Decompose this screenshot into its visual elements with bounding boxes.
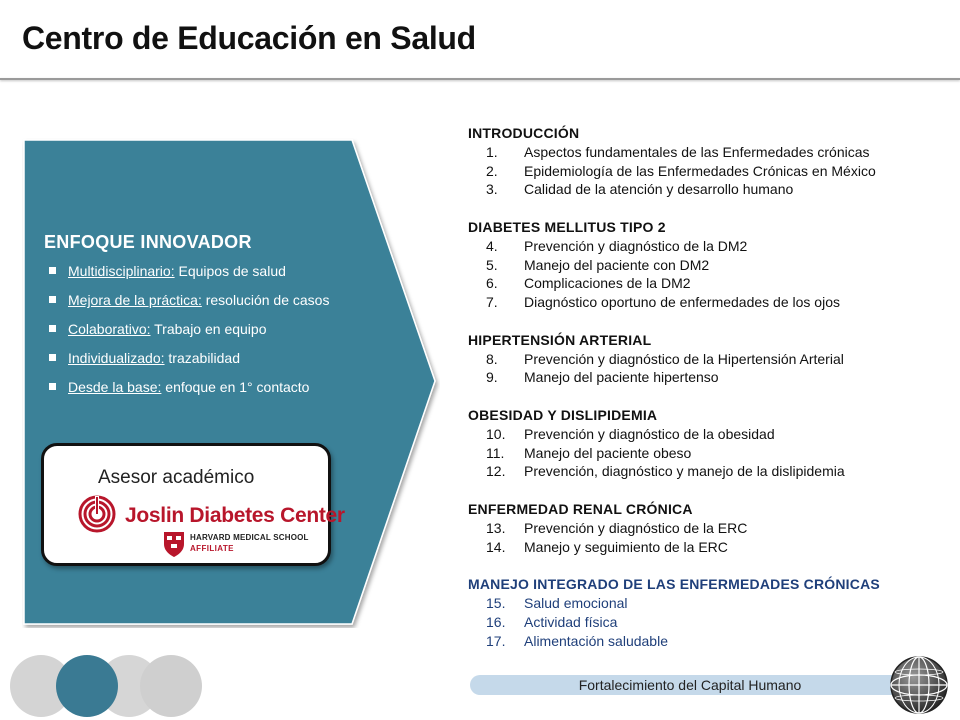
item-text: Diagnóstico oportuno de enfermedades de los ojos — [524, 294, 840, 311]
square-bullet-icon — [49, 325, 56, 332]
list-item — [468, 180, 960, 199]
joslin-logo — [77, 494, 345, 534]
item-text: Prevención y diagnóstico de la DM2 — [524, 237, 748, 254]
item-text: Epidemiología de las Enfermedades Crónicas en México — [524, 162, 876, 179]
item-number: 5. — [486, 256, 498, 273]
list-item — [468, 274, 960, 293]
enfoque-item — [44, 292, 404, 308]
enfoque-title: ENFOQUE INNOVADOR — [44, 232, 252, 252]
enfoque-item-label: Individualizado: — [68, 350, 165, 366]
enfoque-item-label: Colaborativo: — [68, 321, 151, 337]
list-item — [468, 444, 960, 463]
square-bullet-icon — [49, 296, 56, 303]
item-number: 6. — [486, 275, 498, 292]
list-item — [468, 293, 960, 312]
section-title: OBESIDAD Y DISLIPIDEMIA — [468, 406, 658, 423]
item-text: Salud emocional — [524, 594, 628, 611]
item-number: 1. — [486, 143, 498, 160]
decorative-circles — [0, 655, 230, 720]
item-number: 12. — [486, 463, 506, 480]
list-item — [468, 632, 960, 651]
item-number: 2. — [486, 162, 498, 179]
item-text: Manejo del paciente obeso — [524, 444, 692, 461]
list-item — [468, 519, 960, 538]
enfoque-item — [44, 263, 404, 279]
footer-text: Fortalecimiento del Capital Humano — [578, 677, 802, 693]
page-title: Centro de Educación en Salud — [22, 20, 476, 56]
item-text: Actividad física — [524, 613, 618, 630]
item-text: Manejo del paciente con DM2 — [524, 256, 710, 273]
list-item — [468, 368, 960, 387]
section-title: INTRODUCCIÓN — [468, 125, 580, 141]
enfoque-item-text: trazabilidad — [164, 350, 241, 366]
enfoque-item — [44, 350, 404, 366]
section-title-highlight: MANEJO INTEGRADO DE LAS ENFERMEDADES CRÓNICAS — [468, 576, 880, 593]
item-number: 10. — [486, 425, 506, 442]
enfoque-item — [44, 379, 404, 395]
item-text: Prevención y diagnóstico de la obesidad — [524, 425, 775, 442]
harvard-logo — [162, 530, 332, 558]
enfoque-item-label: Multidisciplinario: — [68, 263, 175, 279]
item-number: 8. — [486, 350, 498, 367]
item-text: Manejo y seguimiento de la ERC — [524, 538, 728, 555]
item-text: Aspectos fundamentales de las Enfermedades crónicas — [524, 143, 870, 160]
section-gap — [468, 556, 960, 575]
joslin-rings-icon — [77, 494, 121, 534]
item-text: Alimentación saludable — [524, 632, 668, 649]
harvard-logo-line1: HARVARD MEDICAL SCHOOL — [190, 533, 309, 542]
section-gap — [468, 199, 960, 218]
list-item — [468, 425, 960, 444]
circle-active-icon — [56, 655, 118, 717]
circle-icon — [140, 655, 202, 717]
item-number: 13. — [486, 519, 506, 536]
item-number: 9. — [486, 369, 498, 386]
enfoque-list — [44, 263, 404, 395]
square-bullet-icon — [49, 383, 56, 390]
list-item — [468, 237, 960, 256]
section-gap — [468, 387, 960, 406]
section-title: ENFERMEDAD RENAL CRÓNICA — [468, 500, 693, 517]
item-number: 14. — [486, 538, 506, 555]
enfoque-item-label: Desde la base: — [68, 379, 162, 395]
enfoque-item — [44, 321, 404, 337]
item-number: 17. — [486, 632, 506, 649]
asesor-label: Asesor académico — [98, 467, 255, 488]
list-item — [468, 162, 960, 181]
asesor-card — [41, 443, 345, 566]
enfoque-item-text: Trabajo en equipo — [150, 321, 267, 337]
footer-bar — [470, 675, 910, 695]
enfoque-item-text: enfoque en 1° contacto — [161, 379, 310, 395]
item-number: 15. — [486, 594, 506, 611]
list-item — [468, 613, 960, 632]
list-item — [468, 256, 960, 275]
item-number: 4. — [486, 237, 498, 254]
list-item — [468, 350, 960, 369]
list-item — [468, 538, 960, 557]
section-gap — [468, 312, 960, 331]
item-number: 11. — [486, 444, 505, 461]
item-number: 16. — [486, 613, 506, 630]
course-syllabus — [468, 124, 960, 650]
item-text: Manejo del paciente hipertenso — [524, 369, 719, 386]
joslin-logo-text: Joslin Diabetes Center — [125, 504, 345, 527]
list-item — [468, 143, 960, 162]
title-divider — [0, 78, 960, 80]
item-text: Prevención, diagnóstico y manejo de la dislipidemia — [524, 463, 845, 480]
enfoque-item-text: Equipos de salud — [174, 263, 286, 279]
item-number: 7. — [486, 294, 498, 311]
list-item — [468, 594, 960, 613]
globe-logo-icon — [889, 654, 949, 716]
section-gap — [468, 481, 960, 500]
enfoque-list-block — [44, 232, 404, 408]
square-bullet-icon — [49, 267, 56, 274]
item-text: Prevención y diagnóstico de la ERC — [524, 519, 748, 536]
item-text: Prevención y diagnóstico de la Hipertensión Arterial — [524, 350, 844, 367]
item-text: Complicaciones de la DM2 — [524, 275, 691, 292]
harvard-shield-icon — [162, 530, 186, 558]
enfoque-item-label: Mejora de la práctica: — [68, 292, 202, 308]
section-title: DIABETES MELLITUS TIPO 2 — [468, 218, 666, 235]
list-item — [468, 462, 960, 481]
item-text: Calidad de la atención y desarrollo humano — [524, 181, 794, 198]
item-number: 3. — [486, 181, 498, 198]
section-title: HIPERTENSIÓN ARTERIAL — [468, 331, 652, 348]
enfoque-item-text: resolución de casos — [201, 292, 330, 308]
square-bullet-icon — [49, 354, 56, 361]
harvard-logo-line2: AFFILIATE — [190, 544, 234, 553]
